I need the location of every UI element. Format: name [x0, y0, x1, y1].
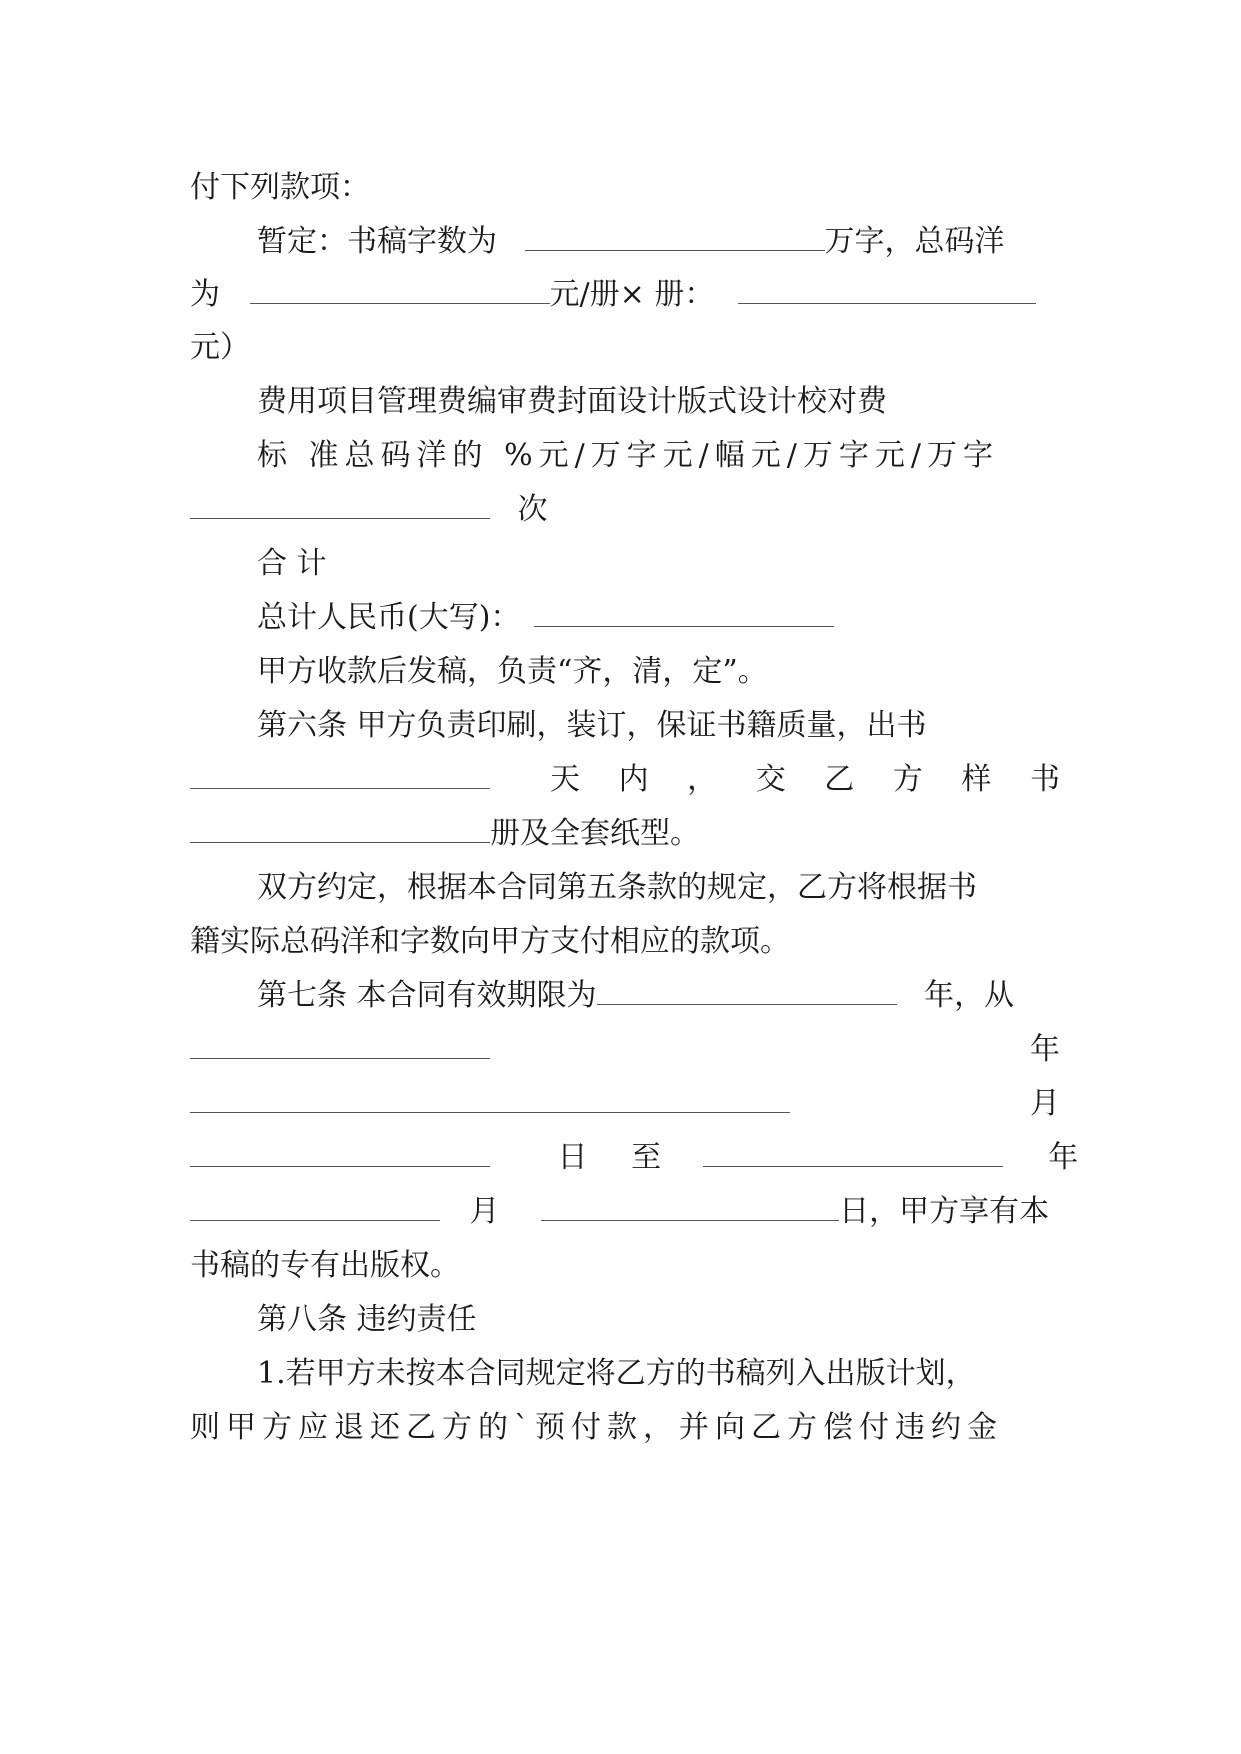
text-line — [190, 1138, 1079, 1178]
text: 第七条 本合同有效期限为 — [257, 978, 597, 1013]
text: 万字，总码洋 — [824, 224, 1005, 259]
text: 双方约定，根据本合同第五条款的规定，乙方将根据书 — [257, 870, 977, 905]
text: 籍实际总码洋和字数向甲方支付相应的款项。 — [190, 924, 790, 959]
text-line — [190, 922, 1060, 962]
text: 标 准总码洋的 %元/万字元/幅元/万字元/万字 — [257, 438, 1000, 473]
text: 暂定：书稿字数为 — [257, 224, 497, 259]
fill-blank — [703, 1138, 1003, 1167]
fill-blank — [534, 598, 834, 627]
text: 册及全套纸型。 — [490, 816, 700, 851]
text-line — [190, 1030, 1060, 1070]
text-line — [190, 1354, 1060, 1394]
text-line — [190, 976, 1060, 1016]
text: 书 — [1029, 762, 1060, 797]
text-line — [190, 652, 1060, 692]
text-line — [190, 706, 1060, 746]
text-line — [190, 760, 1060, 800]
text: 第六条 甲方负责印刷，装订，保证书籍质量，出书 — [257, 708, 927, 743]
fill-blank — [190, 760, 490, 789]
text: 乙 — [824, 762, 855, 797]
text-line — [190, 490, 1060, 530]
text: 交 — [755, 762, 786, 797]
text: 书稿的专有出版权。 — [190, 1248, 460, 1283]
text: 则甲方应退还乙方的`预付款，并向乙方偿付违约金 — [190, 1410, 1003, 1445]
text-line — [190, 275, 1060, 315]
text: 甲方收款后发稿，负责“齐，清，定”。 — [257, 654, 768, 689]
fill-blank — [190, 1138, 490, 1167]
text: 日 — [557, 1140, 588, 1175]
fill-blank — [541, 1192, 839, 1221]
text: 天 — [550, 762, 580, 797]
text-line — [190, 1408, 1060, 1448]
fill-blank — [190, 1030, 490, 1059]
text: 年，从 — [924, 978, 1015, 1013]
text: 内 — [618, 762, 649, 797]
text: 次 — [517, 492, 548, 527]
text: 第八条 违约责任 — [257, 1302, 477, 1337]
fill-blank — [190, 490, 490, 519]
text: 年 — [1048, 1140, 1079, 1175]
text-line — [190, 1300, 1060, 1340]
text: 元/册× 册： — [549, 277, 715, 312]
text-line — [190, 1084, 1060, 1124]
text-line — [190, 868, 1060, 908]
text: 样 — [961, 762, 992, 797]
text: 总计人民币(大写)： — [257, 600, 521, 635]
fill-blank — [738, 275, 1036, 304]
fill-blank — [250, 275, 550, 304]
text-line — [190, 814, 1060, 854]
text-line — [190, 382, 1060, 422]
fill-blank — [525, 222, 825, 251]
fill-blank — [190, 1192, 440, 1221]
fill-blank — [190, 1084, 790, 1113]
text: 合 计 — [257, 546, 327, 581]
text: 为 — [190, 277, 220, 312]
fill-blank — [190, 814, 490, 843]
text: 1.若甲方未按本合同规定将乙方的书稿列入出版计划， — [257, 1356, 976, 1391]
fill-blank — [597, 976, 897, 1005]
text: 费用项目管理费编审费封面设计版式设计校对费 — [257, 384, 887, 419]
text: 付下列款项： — [190, 170, 370, 205]
text: 日，甲方享有本 — [839, 1194, 1050, 1229]
text-line — [190, 544, 1060, 584]
text-line — [190, 1192, 1060, 1232]
text-line — [190, 436, 1060, 476]
text-line — [190, 1246, 1060, 1286]
text: 月 — [1030, 1086, 1060, 1121]
text-line — [190, 222, 1060, 262]
text-line — [190, 598, 1060, 638]
text-line — [190, 328, 1060, 368]
text: 年 — [1030, 1032, 1060, 1067]
text: 至 — [631, 1140, 662, 1175]
text: ， — [687, 762, 718, 797]
text: 方 — [892, 762, 923, 797]
text: 月 — [469, 1194, 500, 1229]
text-line — [190, 168, 1060, 208]
text: 元） — [190, 330, 250, 365]
